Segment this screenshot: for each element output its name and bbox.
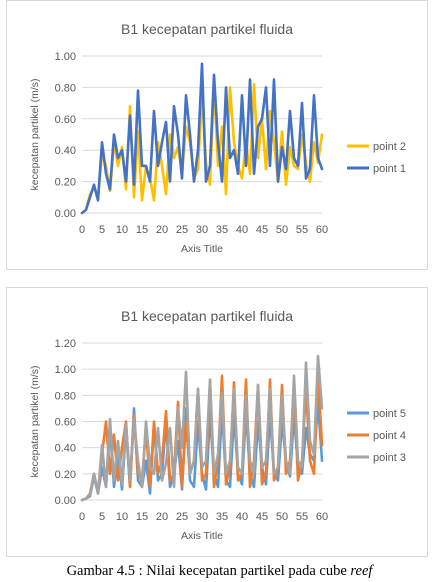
chart-1-x-axis-title: Axis Title bbox=[180, 243, 224, 255]
chart-1-x-tick-label: 15 bbox=[135, 224, 149, 236]
chart-2-x-tick-label: 15 bbox=[135, 511, 149, 523]
caption-italic: reef bbox=[350, 563, 373, 579]
chart-2-x-axis-title: Axis Title bbox=[180, 530, 224, 542]
figure-caption bbox=[0, 563, 439, 580]
chart-1-x-tick-label: 5 bbox=[98, 224, 106, 236]
chart-1-legend-label-point-2: point 2 bbox=[373, 141, 407, 153]
chart-1-series-point-1 bbox=[82, 64, 322, 213]
chart-2-x-tick-label: 25 bbox=[175, 511, 189, 523]
chart-1-y-tick-label: 0.00 bbox=[54, 208, 76, 220]
chart-1-x-tick-label: 0 bbox=[78, 224, 86, 236]
chart-2-title: B1 kecepatan partikel fluida bbox=[121, 308, 293, 324]
chart-2-series-point-4 bbox=[82, 376, 322, 500]
chart-1-x-tick-label: 50 bbox=[275, 224, 289, 236]
chart-2-y-tick-label: 0.20 bbox=[54, 468, 76, 481]
chart-2 bbox=[6, 287, 428, 557]
chart-2-x-tick-label: 30 bbox=[195, 511, 209, 523]
chart-1-x-tick-label: 55 bbox=[295, 224, 309, 236]
caption-text: Gambar 4.5 : Nilai kecepatan partikel pada cube bbox=[66, 563, 351, 579]
chart-1-title: B1 kecepatan partikel fluida bbox=[121, 21, 293, 37]
chart-2-x-tick-label: 50 bbox=[275, 511, 289, 523]
chart-2-y-tick-label: 1.20 bbox=[54, 338, 76, 350]
chart-1-x-tick-label: 10 bbox=[115, 224, 129, 236]
chart-2-x-tick-label: 60 bbox=[315, 511, 329, 523]
chart-1-y-tick-label: 0.80 bbox=[54, 82, 76, 95]
chart-2-x-tick-label: 5 bbox=[98, 511, 106, 523]
chart-2-legend-label-point-4: point 4 bbox=[373, 430, 407, 442]
chart-2-x-tick-label: 45 bbox=[255, 511, 269, 523]
chart-2-x-tick-label: 40 bbox=[235, 511, 249, 523]
chart-2-x-tick-label: 10 bbox=[115, 511, 129, 523]
chart-2-y-axis-title: kecepatan partikel (m/s) bbox=[29, 365, 41, 478]
chart-1-x-tick-label: 30 bbox=[195, 224, 209, 236]
chart-2-y-tick-label: 0.60 bbox=[54, 416, 76, 429]
chart-1-x-tick-label: 20 bbox=[155, 224, 169, 236]
chart-2-svg bbox=[7, 288, 427, 556]
chart-1-x-tick-label: 25 bbox=[175, 224, 189, 236]
chart-1-x-tick-label: 60 bbox=[315, 224, 329, 236]
chart-2-y-tick-label: 1.00 bbox=[54, 364, 76, 377]
chart-2-legend-label-point-5: point 5 bbox=[373, 408, 407, 420]
chart-1-x-tick-label: 40 bbox=[235, 224, 249, 236]
chart-2-y-tick-label: 0.00 bbox=[54, 495, 76, 507]
chart-1-series-point-2 bbox=[82, 84, 322, 213]
chart-1-svg bbox=[7, 1, 427, 269]
chart-1 bbox=[6, 0, 428, 270]
chart-1-x-tick-label: 35 bbox=[215, 224, 229, 236]
chart-1-y-tick-label: 1.00 bbox=[54, 51, 76, 63]
chart-1-y-tick-label: 0.40 bbox=[54, 145, 76, 158]
chart-2-y-tick-label: 0.40 bbox=[54, 442, 76, 455]
chart-1-y-axis-title: kecepatan partikel (m/s) bbox=[29, 78, 41, 191]
chart-2-x-tick-label: 20 bbox=[155, 511, 169, 523]
chart-2-x-tick-label: 0 bbox=[78, 511, 86, 523]
chart-1-y-tick-label: 0.60 bbox=[54, 113, 76, 126]
chart-2-y-tick-label: 0.80 bbox=[54, 390, 76, 403]
chart-2-legend-label-point-3: point 3 bbox=[373, 452, 407, 464]
chart-1-legend-label-point-1: point 1 bbox=[373, 163, 407, 175]
chart-2-x-tick-label: 35 bbox=[215, 511, 229, 523]
chart-1-y-tick-label: 0.20 bbox=[54, 176, 76, 189]
chart-1-x-tick-label: 45 bbox=[255, 224, 269, 236]
chart-2-x-tick-label: 55 bbox=[295, 511, 309, 523]
